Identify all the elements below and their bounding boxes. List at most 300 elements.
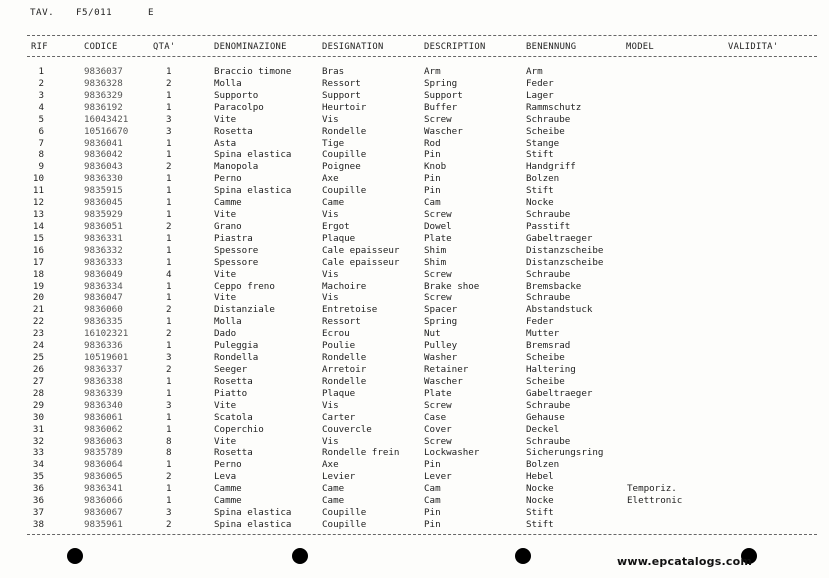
qta-cell: 2 — [166, 220, 172, 232]
denominazione-cell: Grano — [214, 220, 242, 232]
description-cell: Wascher — [424, 125, 463, 137]
codice-cell: 9836065 — [84, 471, 123, 483]
designation-cell: Ecrou — [322, 328, 350, 340]
watermark-text: www.epcatalogs.com — [617, 555, 752, 568]
qta-cell: 1 — [166, 137, 172, 149]
description-cell: Washer — [424, 352, 458, 364]
benennung-cell: Bremsrad — [526, 340, 571, 352]
col-model: MODEL — [626, 42, 654, 52]
rif-cell: 19 — [32, 280, 44, 292]
benennung-cell: Gabeltraeger — [526, 387, 593, 399]
rif-cell: 26 — [32, 364, 44, 375]
codice-cell: 9836329 — [84, 89, 123, 101]
qta-cell: 1 — [166, 292, 172, 304]
qta-cell: 1 — [166, 495, 172, 507]
benennung-cell: Feder — [526, 316, 554, 328]
description-cell: Retainer — [424, 364, 469, 375]
designation-cell: Vis — [322, 209, 339, 221]
benennung-cell: Abstandstuck — [526, 304, 593, 316]
description-cell: Spring — [424, 316, 458, 328]
codice-cell: 9836338 — [84, 375, 123, 387]
rif-cell: 36 — [32, 483, 44, 495]
table-row — [0, 185, 829, 197]
qta-cell: 1 — [166, 280, 172, 292]
description-cell: Screw — [424, 435, 452, 447]
benennung-cell: Bolzen — [526, 173, 560, 185]
qta-cell: 2 — [166, 304, 172, 316]
benennung-cell: Bolzen — [526, 459, 560, 471]
table-row — [0, 233, 829, 245]
designation-cell: Coupille — [322, 149, 367, 161]
codice-cell: 9836332 — [84, 244, 123, 256]
table-row — [0, 161, 829, 173]
description-cell: Wascher — [424, 375, 463, 387]
designation-cell: Arretoir — [322, 364, 367, 375]
description-cell: Knob — [424, 161, 447, 173]
table-row — [0, 340, 829, 352]
denominazione-cell: Molla — [214, 77, 242, 89]
rif-cell: 28 — [32, 387, 44, 399]
codice-cell: 9836062 — [84, 423, 123, 435]
qta-cell: 2 — [166, 364, 172, 375]
description-cell: Screw — [424, 209, 452, 221]
denominazione-cell: Vite — [214, 268, 237, 280]
benennung-cell: Scheibe — [526, 375, 565, 387]
designation-cell: Carter — [322, 411, 356, 423]
designation-cell: Cale epaisseur — [322, 244, 400, 256]
qta-cell: 1 — [166, 185, 172, 197]
table-row — [0, 245, 829, 257]
designation-cell: Rondelle — [322, 375, 367, 387]
designation-cell: Rondelle — [322, 125, 367, 137]
qta-cell: 1 — [166, 149, 172, 161]
qta-cell: 1 — [166, 411, 172, 423]
codice-cell: 9836067 — [84, 507, 123, 519]
table-row — [0, 388, 829, 400]
benennung-cell: Rammschutz — [526, 101, 582, 113]
codice-cell: 9836060 — [84, 304, 123, 316]
rif-cell: 30 — [32, 411, 44, 423]
table-row — [0, 304, 829, 316]
table-row — [0, 126, 829, 138]
denominazione-cell: Spina elastica — [214, 507, 292, 519]
benennung-cell: Schraube — [526, 209, 571, 221]
rif-cell: 37 — [32, 507, 44, 519]
table-row — [0, 221, 829, 233]
denominazione-cell: Camme — [214, 483, 242, 495]
qta-cell: 1 — [166, 101, 172, 113]
table-row — [0, 447, 829, 459]
designation-cell: Cale epaisseur — [322, 256, 400, 268]
table-row — [0, 495, 829, 507]
description-cell: Shim — [424, 244, 447, 256]
denominazione-cell: Rosetta — [214, 447, 253, 459]
codice-cell: 9836037 — [84, 66, 123, 77]
benennung-cell: Distanzscheibe — [526, 244, 604, 256]
rif-cell: 36 — [32, 495, 44, 507]
designation-cell: Came — [322, 483, 345, 495]
rif-cell: 6 — [38, 125, 44, 137]
rif-cell: 16 — [32, 244, 44, 256]
rif-cell: 24 — [32, 340, 44, 352]
codice-cell: 9836333 — [84, 256, 123, 268]
qta-cell: 1 — [166, 483, 172, 495]
col-benennung: BENENNUNG — [526, 42, 577, 52]
designation-cell: Plaque — [322, 387, 356, 399]
codice-cell: 9836341 — [84, 483, 123, 495]
codice-cell: 9836049 — [84, 268, 123, 280]
codice-cell: 16043421 — [84, 113, 129, 125]
denominazione-cell: Asta — [214, 137, 237, 149]
edition-letter: E — [148, 7, 155, 18]
table-row — [0, 316, 829, 328]
designation-cell: Couvercle — [322, 423, 372, 435]
table-row — [0, 281, 829, 293]
description-cell: Screw — [424, 399, 452, 411]
qta-cell: 1 — [166, 459, 172, 471]
denominazione-cell: Manopola — [214, 161, 259, 173]
codice-cell: 9836334 — [84, 280, 123, 292]
tav-value: F5/011 — [76, 7, 113, 18]
rif-cell: 14 — [32, 220, 44, 232]
benennung-cell: Schraube — [526, 268, 571, 280]
benennung-cell: Stift — [526, 507, 554, 519]
qta-cell: 2 — [166, 328, 172, 340]
table-row — [0, 292, 829, 304]
designation-cell: Vis — [322, 113, 339, 125]
model-cell: Elettronic — [627, 495, 683, 507]
description-cell: Rod — [424, 137, 441, 149]
benennung-cell: Scheibe — [526, 352, 565, 364]
description-cell: Support — [424, 89, 463, 101]
denominazione-cell: Piastra — [214, 232, 253, 244]
designation-cell: Axe — [322, 459, 339, 471]
description-cell: Shim — [424, 256, 447, 268]
bottom-rule — [27, 534, 817, 535]
designation-cell: Heurtoir — [322, 101, 367, 113]
denominazione-cell: Supporto — [214, 89, 259, 101]
qta-cell: 1 — [166, 197, 172, 209]
rif-cell: 17 — [32, 256, 44, 268]
rif-cell: 5 — [38, 113, 44, 125]
benennung-cell: Feder — [526, 77, 554, 89]
codice-cell: 9836045 — [84, 197, 123, 209]
description-cell: Pulley — [424, 340, 458, 352]
benennung-cell: Passtift — [526, 220, 571, 232]
rif-cell: 7 — [38, 137, 44, 149]
rif-cell: 38 — [32, 518, 44, 530]
table-row — [0, 102, 829, 114]
benennung-cell: Schraube — [526, 113, 571, 125]
benennung-cell: Deckel — [526, 423, 560, 435]
table-row — [0, 149, 829, 161]
benennung-cell: Mutter — [526, 328, 560, 340]
rif-cell: 35 — [32, 471, 44, 483]
denominazione-cell: Seeger — [214, 364, 248, 375]
codice-cell: 9835929 — [84, 209, 123, 221]
codice-cell: 9836051 — [84, 220, 123, 232]
table-row — [0, 364, 829, 376]
description-cell: Screw — [424, 292, 452, 304]
description-cell: Pin — [424, 518, 441, 530]
denominazione-cell: Spina elastica — [214, 518, 292, 530]
denominazione-cell: Vite — [214, 435, 237, 447]
denominazione-cell: Spina elastica — [214, 149, 292, 161]
qta-cell: 1 — [166, 423, 172, 435]
codice-cell: 9836330 — [84, 173, 123, 185]
qta-cell: 4 — [166, 268, 172, 280]
table-row — [0, 328, 829, 340]
benennung-cell: Nocke — [526, 495, 554, 507]
description-cell: Cam — [424, 197, 441, 209]
denominazione-cell: Paracolpo — [214, 101, 264, 113]
table-row — [0, 209, 829, 221]
rif-cell: 18 — [32, 268, 44, 280]
denominazione-cell: Vite — [214, 292, 237, 304]
designation-cell: Plaque — [322, 232, 356, 244]
rif-cell: 23 — [32, 328, 44, 340]
qta-cell: 8 — [166, 435, 172, 447]
qta-cell: 1 — [166, 66, 172, 77]
table-row — [0, 459, 829, 471]
denominazione-cell: Vite — [214, 209, 237, 221]
designation-cell: Rondelle frein — [322, 447, 400, 459]
codice-cell: 16102321 — [84, 328, 129, 340]
codice-cell: 9836339 — [84, 387, 123, 399]
col-description: DESCRIPTION — [424, 42, 486, 52]
description-cell: Cam — [424, 495, 441, 507]
table-row — [0, 424, 829, 436]
description-cell: Buffer — [424, 101, 458, 113]
qta-cell: 1 — [166, 316, 172, 328]
table-row — [0, 471, 829, 483]
col-codice: CODICE — [84, 42, 118, 52]
denominazione-cell: Rondella — [214, 352, 259, 364]
description-cell: Dowel — [424, 220, 452, 232]
denominazione-cell: Dado — [214, 328, 237, 340]
description-cell: Lever — [424, 471, 452, 483]
qta-cell: 3 — [166, 352, 172, 364]
table-row — [0, 90, 829, 102]
rif-cell: 12 — [32, 197, 44, 209]
benennung-cell: Schraube — [526, 435, 571, 447]
description-cell: Screw — [424, 113, 452, 125]
qta-cell: 8 — [166, 447, 172, 459]
denominazione-cell: Braccio timone — [214, 66, 292, 77]
description-cell: Pin — [424, 459, 441, 471]
benennung-cell: Scheibe — [526, 125, 565, 137]
table-row — [0, 436, 829, 448]
description-cell: Cam — [424, 483, 441, 495]
denominazione-cell: Coperchio — [214, 423, 264, 435]
denominazione-cell: Vite — [214, 113, 237, 125]
rif-cell: 2 — [38, 77, 44, 89]
description-cell: Pin — [424, 149, 441, 161]
codice-cell: 9836042 — [84, 149, 123, 161]
description-cell: Spring — [424, 77, 458, 89]
codice-cell: 9836337 — [84, 364, 123, 375]
col-designation: DESIGNATION — [322, 42, 384, 52]
col-rif: RIF — [31, 42, 48, 52]
codice-cell: 9836335 — [84, 316, 123, 328]
top-rule — [27, 35, 817, 36]
benennung-cell: Stift — [526, 518, 554, 530]
denominazione-cell: Ceppo freno — [214, 280, 275, 292]
rif-cell: 13 — [32, 209, 44, 221]
denominazione-cell: Spessore — [214, 244, 259, 256]
table-row — [0, 114, 829, 126]
codice-cell: 9836064 — [84, 459, 123, 471]
denominazione-cell: Camme — [214, 495, 242, 507]
designation-cell: Levier — [322, 471, 356, 483]
table-row — [0, 66, 829, 78]
codice-cell: 9836043 — [84, 161, 123, 173]
designation-cell: Came — [322, 495, 345, 507]
denominazione-cell: Leva — [214, 471, 237, 483]
table-row — [0, 138, 829, 150]
col-qta: QTA' — [153, 42, 176, 52]
description-cell: Nut — [424, 328, 441, 340]
designation-cell: Ressort — [322, 316, 361, 328]
designation-cell: Poulie — [322, 340, 356, 352]
designation-cell: Tige — [322, 137, 345, 149]
codice-cell: 9836047 — [84, 292, 123, 304]
denominazione-cell: Perno — [214, 459, 242, 471]
designation-cell: Poignee — [322, 161, 361, 173]
rif-cell: 8 — [38, 149, 44, 161]
table-row — [0, 257, 829, 269]
denominazione-cell: Vite — [214, 399, 237, 411]
rif-cell: 3 — [38, 89, 44, 101]
description-cell: Screw — [424, 268, 452, 280]
rif-cell: 1 — [38, 66, 44, 77]
qta-cell: 2 — [166, 518, 172, 530]
qta-cell: 2 — [166, 77, 172, 89]
table-row — [0, 197, 829, 209]
designation-cell: Rondelle — [322, 352, 367, 364]
benennung-cell: Hebel — [526, 471, 554, 483]
tav-label: TAV. — [30, 7, 55, 18]
qta-cell: 2 — [166, 471, 172, 483]
description-cell: Spacer — [424, 304, 458, 316]
description-cell: Pin — [424, 507, 441, 519]
qta-cell: 2 — [166, 161, 172, 173]
codice-cell: 10516670 — [84, 125, 129, 137]
codice-cell: 9835789 — [84, 447, 123, 459]
qta-cell: 1 — [166, 244, 172, 256]
model-cell: Temporiz. — [627, 483, 677, 495]
header-rule — [27, 56, 817, 57]
benennung-cell: Nocke — [526, 197, 554, 209]
denominazione-cell: Camme — [214, 197, 242, 209]
rif-cell: 33 — [32, 447, 44, 459]
designation-cell: Entretoise — [322, 304, 378, 316]
benennung-cell: Stift — [526, 149, 554, 161]
denominazione-cell: Piatto — [214, 387, 248, 399]
description-cell: Arm — [424, 66, 441, 77]
table-row — [0, 483, 829, 495]
rif-cell: 20 — [32, 292, 44, 304]
denominazione-cell: Spina elastica — [214, 185, 292, 197]
codice-cell: 9835915 — [84, 185, 123, 197]
rif-cell: 34 — [32, 459, 44, 471]
denominazione-cell: Perno — [214, 173, 242, 185]
codice-cell: 9836063 — [84, 435, 123, 447]
qta-cell: 1 — [166, 89, 172, 101]
table-row — [0, 173, 829, 185]
description-cell: Case — [424, 411, 447, 423]
benennung-cell: Stift — [526, 185, 554, 197]
rif-cell: 31 — [32, 423, 44, 435]
qta-cell: 1 — [166, 209, 172, 221]
qta-cell: 1 — [166, 387, 172, 399]
table-row — [0, 78, 829, 90]
benennung-cell: Gehause — [526, 411, 565, 423]
benennung-cell: Distanzscheibe — [526, 256, 604, 268]
rif-cell: 4 — [38, 101, 44, 113]
rif-cell: 25 — [32, 352, 44, 364]
description-cell: Pin — [424, 173, 441, 185]
codice-cell: 9836066 — [84, 495, 123, 507]
punch-hole — [292, 548, 308, 564]
rif-cell: 21 — [32, 304, 44, 316]
codice-cell: 9835961 — [84, 518, 123, 530]
benennung-cell: Schraube — [526, 292, 571, 304]
benennung-cell: Handgriff — [526, 161, 576, 173]
punch-hole — [515, 548, 531, 564]
designation-cell: Coupille — [322, 518, 367, 530]
table-row — [0, 412, 829, 424]
codice-cell: 9836192 — [84, 101, 123, 113]
denominazione-cell: Puleggia — [214, 340, 259, 352]
codice-cell: 10519601 — [84, 352, 129, 364]
benennung-cell: Nocke — [526, 483, 554, 495]
description-cell: Cover — [424, 423, 452, 435]
denominazione-cell: Spessore — [214, 256, 259, 268]
table-row — [0, 400, 829, 412]
rif-cell: 10 — [32, 173, 44, 185]
qta-cell: 3 — [166, 399, 172, 411]
rif-cell: 11 — [32, 185, 44, 197]
codice-cell: 9836061 — [84, 411, 123, 423]
col-validita: VALIDITA' — [728, 42, 779, 52]
codice-cell: 9836041 — [84, 137, 123, 149]
rif-cell: 32 — [32, 435, 44, 447]
description-cell: Brake shoe — [424, 280, 480, 292]
qta-cell: 1 — [166, 375, 172, 387]
table-row — [0, 352, 829, 364]
qta-cell: 3 — [166, 125, 172, 137]
denominazione-cell: Scatola — [214, 411, 253, 423]
designation-cell: Machoire — [322, 280, 367, 292]
designation-cell: Ergot — [322, 220, 350, 232]
table-row — [0, 507, 829, 519]
codice-cell: 9836331 — [84, 232, 123, 244]
description-cell: Lockwasher — [424, 447, 480, 459]
designation-cell: Coupille — [322, 185, 367, 197]
qta-cell: 3 — [166, 507, 172, 519]
designation-cell: Vis — [322, 268, 339, 280]
designation-cell: Bras — [322, 66, 345, 77]
qta-cell: 3 — [166, 113, 172, 125]
designation-cell: Ressort — [322, 77, 361, 89]
designation-cell: Came — [322, 197, 345, 209]
description-cell: Plate — [424, 232, 452, 244]
qta-cell: 1 — [166, 232, 172, 244]
punch-hole — [67, 548, 83, 564]
designation-cell: Support — [322, 89, 361, 101]
denominazione-cell: Molla — [214, 316, 242, 328]
